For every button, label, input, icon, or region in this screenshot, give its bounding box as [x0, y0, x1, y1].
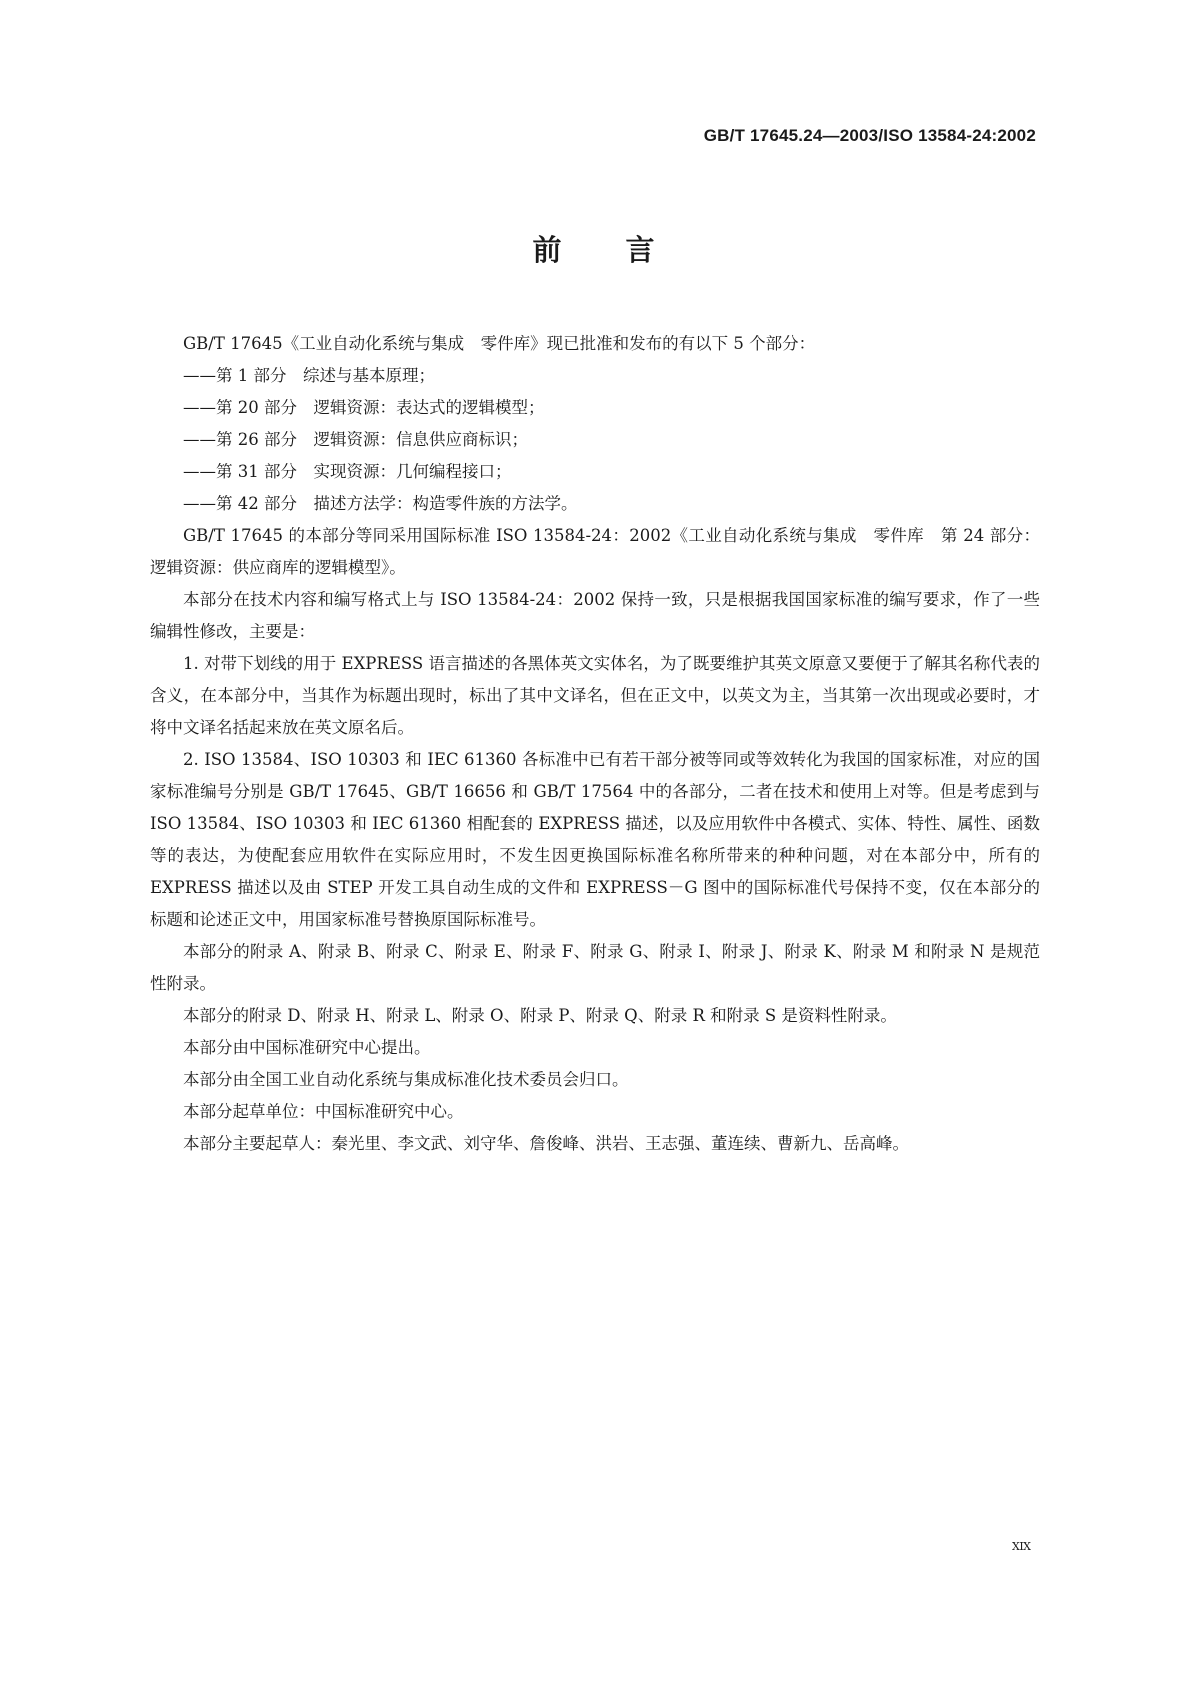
- intro-paragraph: GB/T 17645《工业自动化系统与集成 零件库》现已批准和发布的有以下 5 个部分：: [183, 334, 816, 353]
- consistency-paragraph: 本部分在技术内容和编写格式上与 ISO 13584-24：2002 保持一致，只是根据我国国家标准的编写要求，作了一些编辑性修改，主要是：: [150, 590, 1040, 641]
- list-item-part-1: ——第 1 部分 综述与基本原理；: [183, 366, 435, 385]
- page-number: XIX: [1012, 1540, 1031, 1553]
- list-item-part-31: ——第 31 部分 实现资源：几何编程接口；: [183, 462, 512, 481]
- normative-annexes-paragraph: 本部分的附录 A、附录 B、附录 C、附录 E、附录 F、附录 G、附录 I、附录 J、附录 K、附录 M 和附录 N 是规范性附录。: [150, 942, 1040, 993]
- informative-annexes-paragraph: 本部分的附录 D、附录 H、附录 L、附录 O、附录 P、附录 Q、附录 R 和附录 S 是资料性附录。: [183, 1006, 897, 1025]
- list-item-part-20: ——第 20 部分 逻辑资源：表达式的逻辑模型；: [183, 398, 545, 417]
- document-body: [150, 328, 1040, 1160]
- page-title: [0, 228, 1191, 269]
- list-item-part-26: ——第 26 部分 逻辑资源：信息供应商标识；: [183, 430, 528, 449]
- committee-paragraph: 本部分由全国工业自动化系统与集成标准化技术委员会归口。: [183, 1070, 629, 1089]
- title-char-1: 前: [532, 233, 566, 267]
- modification-1-paragraph: 1. 对带下划线的用于 EXPRESS 语言描述的各黑体英文实体名，为了既要维护其英文原意又要便于了解其名称代表的含义，在本部分中，当其作为标题出现时，标出了其中文译名，但在正文中，以英文为主，当其第一次出现或必要时，才将中文译名括起来放在英文原名后。: [150, 654, 1040, 737]
- drafting-unit-paragraph: 本部分起草单位：中国标准研究中心。: [183, 1102, 464, 1121]
- adoption-paragraph: GB/T 17645 的本部分等同采用国际标准 ISO 13584-24：2002《工业自动化系统与集成 零件库 第 24 部分：逻辑资源：供应商库的逻辑模型》。: [150, 526, 1040, 577]
- drafters-paragraph: 本部分主要起草人：秦光里、李文武、刘守华、詹俊峰、洪岩、王志强、董连续、曹新九、岳高峰。: [183, 1134, 909, 1153]
- title-char-2: 言: [625, 233, 659, 267]
- list-item-part-42: ——第 42 部分 描述方法学：构造零件族的方法学。: [183, 494, 578, 513]
- modification-2-paragraph: 2. ISO 13584、ISO 10303 和 IEC 61360 各标准中已有若干部分被等同或等效转化为我国的国家标准，对应的国家标准编号分别是 GB/T 17645、GB/T 16656 和 GB/T 17564 中的各部分，二者在技术和使用上对等。但是考虑到与 ISO 13584、ISO 10303 和 IEC 61360 相配套的 EXPRESS 描述，以及应用软件中各模式、实体、特性、属性、函数等的表达，为使配套应用软件在实际应用时，不发生因更换国际标准名称所带来的种种问题，对在本部分中，所有的 EXPRESS 描述以及由 STEP 开发工具自动生成的文件和 EXPRESS－G 图中的国际标准代号保持不变，仅在本部分的标题和论述正文中，用国家标准号替换原国际标准号。: [150, 750, 1040, 929]
- proposer-paragraph: 本部分由中国标准研究中心提出。: [183, 1038, 431, 1057]
- standard-code: GB/T 17645.24—2003/ISO 13584-24:2002: [703, 126, 1036, 145]
